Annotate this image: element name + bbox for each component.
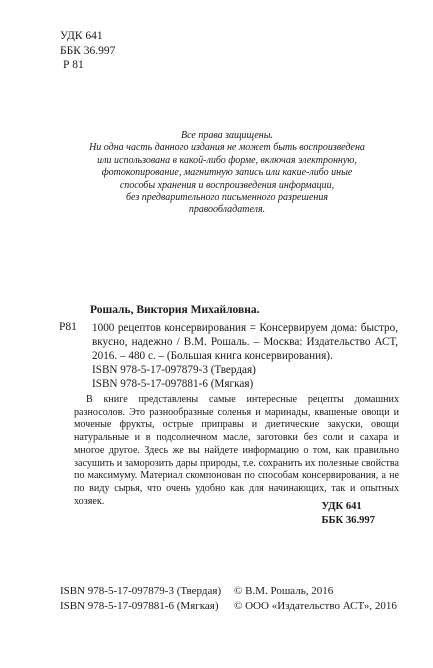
rights-line: без предварительного письменного разрешения — [125, 192, 328, 204]
rights-notice — [82, 130, 372, 217]
catalog-udk: УДК 641 — [321, 501, 362, 512]
catalog-abstract: В книге представлены самые интересные рецепты домашних разносолов. Это разнообразные соленья и маринады, квашеные овощи и моченые фрукты, острые приправы и диетические закуски, овощи натуральные и в подсолнечном масле, заготовки без соли и сахара и многое другое. Здесь же вы найдете информацию о том, как правильно засушить и заморозить дары природы, т.е. сохранить их полезные свойства по максимуму. Материал скомпонован по способам консервирования, а не по виду сырья, что очень удобно как для начинающих, так и опытных хозяек. — [74, 394, 399, 507]
classification-block — [60, 29, 115, 73]
isbn-soft: ISBN 978-5-17-097881-6 (Мягкая) — [92, 378, 254, 390]
isbn-hard: ISBN 978-5-17-097879-3 (Твердая) — [92, 364, 256, 376]
bbk-code: ББК 36.997 — [60, 44, 116, 57]
footer-isbn-hard: ISBN 978-5-17-097879-3 (Твердая) — [60, 585, 222, 597]
rights-line: Все права защищены. — [180, 130, 274, 141]
rights-line: правообладателя. — [188, 204, 266, 216]
rights-line: фотокопирование, магнитную запись или какие-либо иные — [101, 167, 353, 179]
catalog-record: 1000 рецептов консервирования = Консервируем дома: быстро, вкусно, надежно / В.М. Рошаль. – Москва: Издательство АСТ, 2016. – 480 с. – (Большая книга консервирования). — [92, 322, 398, 362]
footer-copyright — [234, 584, 397, 613]
copyright-publisher: © ООО «Издательство АСТ», 2016 — [234, 599, 397, 612]
footer-isbn — [60, 584, 221, 613]
footer-isbn-soft: ISBN 978-5-17-097881-6 (Мягкая) — [60, 599, 219, 612]
catalog-code: Р81 — [59, 321, 77, 333]
udk-code: УДК 641 — [60, 30, 103, 42]
catalog-codes — [322, 500, 375, 527]
author-mark: Р 81 — [63, 59, 84, 71]
catalog-bbk: ББК 36.997 — [321, 514, 375, 526]
catalog-author: Рошаль, Виктория Михайловна. — [90, 304, 260, 316]
copyright-author: © В.М. Рошаль, 2016 — [234, 585, 334, 597]
rights-line: или использована в какой-либо форме, включая электронную, — [97, 154, 357, 166]
rights-line: Ни одна часть данного издания не может быть воспроизведена — [89, 142, 365, 154]
rights-line: способы хранения и воспроизведения информации, — [119, 179, 335, 191]
catalog-isbn-block — [92, 363, 256, 391]
